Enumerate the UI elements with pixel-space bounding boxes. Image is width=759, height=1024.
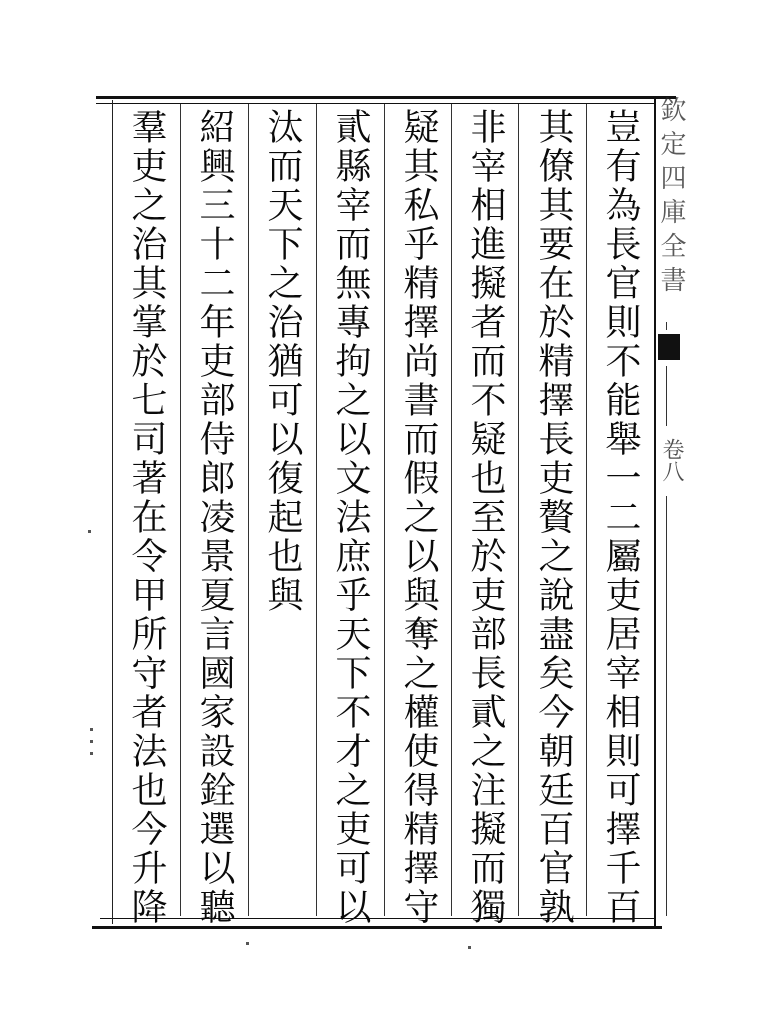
column-text: 豈有為長官則不能舉一二屬吏居宰相則可擇千百 — [600, 108, 641, 927]
text-column-3 — [457, 108, 513, 927]
column-text: 非宰相進擬者而不疑也至於吏部長貳之注擬而獨 — [465, 108, 506, 927]
column-text: 疑其私乎精擇尚書而假之以與奪之權使得精擇守 — [398, 108, 439, 927]
text-column-7 — [186, 108, 242, 927]
margin-tab — [656, 96, 686, 926]
tab-rule — [666, 322, 667, 330]
text-column-4 — [390, 108, 446, 927]
text-column-2 — [525, 108, 581, 927]
column-text: 羣吏之治其掌於七司著在令甲所守者法也今升降 — [126, 108, 167, 927]
scan-speck — [90, 728, 93, 731]
scan-speck — [90, 752, 93, 755]
text-column-5 — [322, 108, 378, 927]
column-text: 其僚其要在於精擇長吏贅之說盡矣今朝廷百官孰 — [533, 108, 574, 927]
book-title: 欽定四庫全書 — [656, 96, 686, 300]
column-rule — [316, 104, 317, 916]
frame-bottom-border — [92, 926, 662, 929]
column-rule — [586, 104, 587, 916]
column-rule — [518, 104, 519, 916]
text-column-6 — [254, 108, 310, 914]
text-column-8 — [118, 108, 174, 927]
scan-speck — [88, 530, 91, 533]
column-text: 紹興三十二年吏部侍郎凌景夏言國家設銓選以聽 — [194, 108, 235, 927]
column-rule — [451, 104, 452, 916]
column-rule — [248, 104, 249, 916]
frame-left-border — [112, 100, 113, 924]
tab-rule — [666, 366, 667, 426]
scan-speck — [246, 942, 249, 945]
fish-tail-mark — [658, 334, 680, 360]
tab-rule — [666, 496, 667, 916]
text-column-1 — [592, 108, 648, 927]
volume-label: 卷八 — [659, 438, 684, 482]
scan-speck — [468, 946, 471, 949]
column-text: 貳縣宰而無專拘之以文法庶乎天下不才之吏可以 — [330, 108, 371, 927]
column-rule — [384, 104, 385, 916]
column-rule — [180, 104, 181, 916]
frame-top-border — [96, 96, 676, 99]
column-text: 汰而天下之治猶可以復起也與 — [262, 108, 303, 615]
scan-speck — [90, 740, 93, 743]
